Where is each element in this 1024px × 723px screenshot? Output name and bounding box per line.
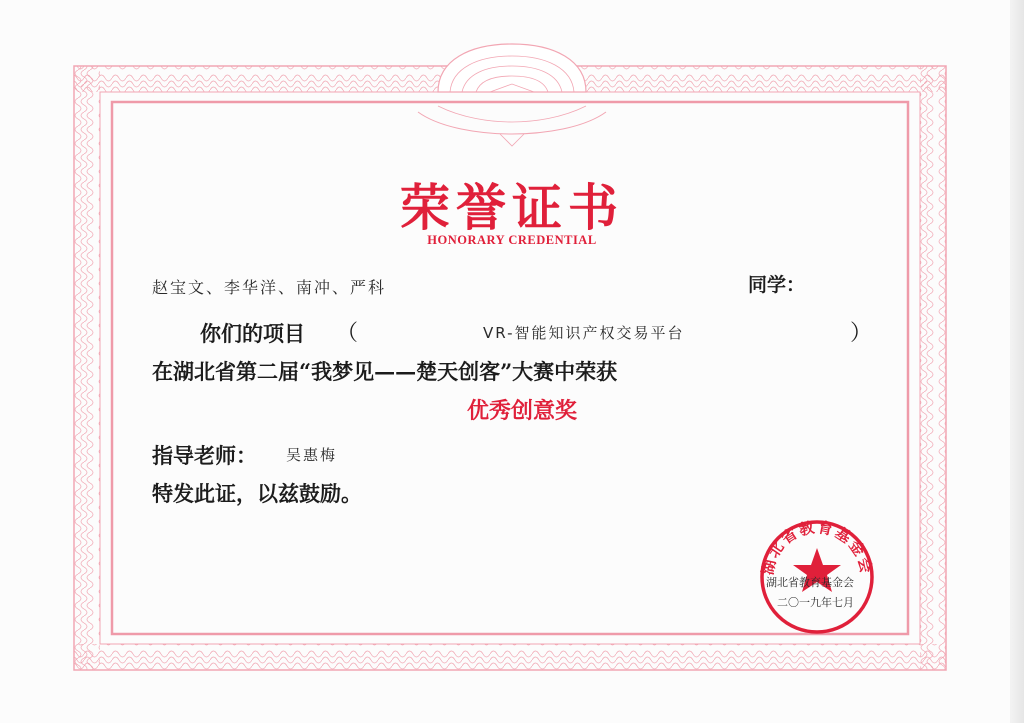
competition-line: 在湖北省第二届“我梦见——楚天创客”大赛中荣获 [152,359,618,384]
issuer-name: 湖北省教育基金会 [766,576,854,589]
paren-close: ） [850,321,873,346]
advisor-label: 指导老师： [152,443,257,468]
svg-text:湖北省教育基金会: 湖北省教育基金会 [758,518,876,577]
project-intro: 你们的项目 [200,321,305,346]
certificate-title: 荣誉证书 [400,178,624,237]
certificate-title-english: HONORARY CREDENTIAL [427,233,597,247]
paren-open: （ [336,321,359,346]
closing-statement: 特发此证，以兹鼓励。 [152,481,362,506]
award-name: 优秀创意奖 [466,398,577,424]
advisor-name: 吴惠梅 [286,446,338,464]
issue-date: 二〇一九年七月 [777,596,854,609]
top-crest [418,44,606,146]
student-names: 赵宝文、李华洋、南冲、严科 [152,278,387,297]
classmate-label: 同学： [748,274,806,296]
project-name: VR-智能知识产权交易平台 [483,324,685,342]
